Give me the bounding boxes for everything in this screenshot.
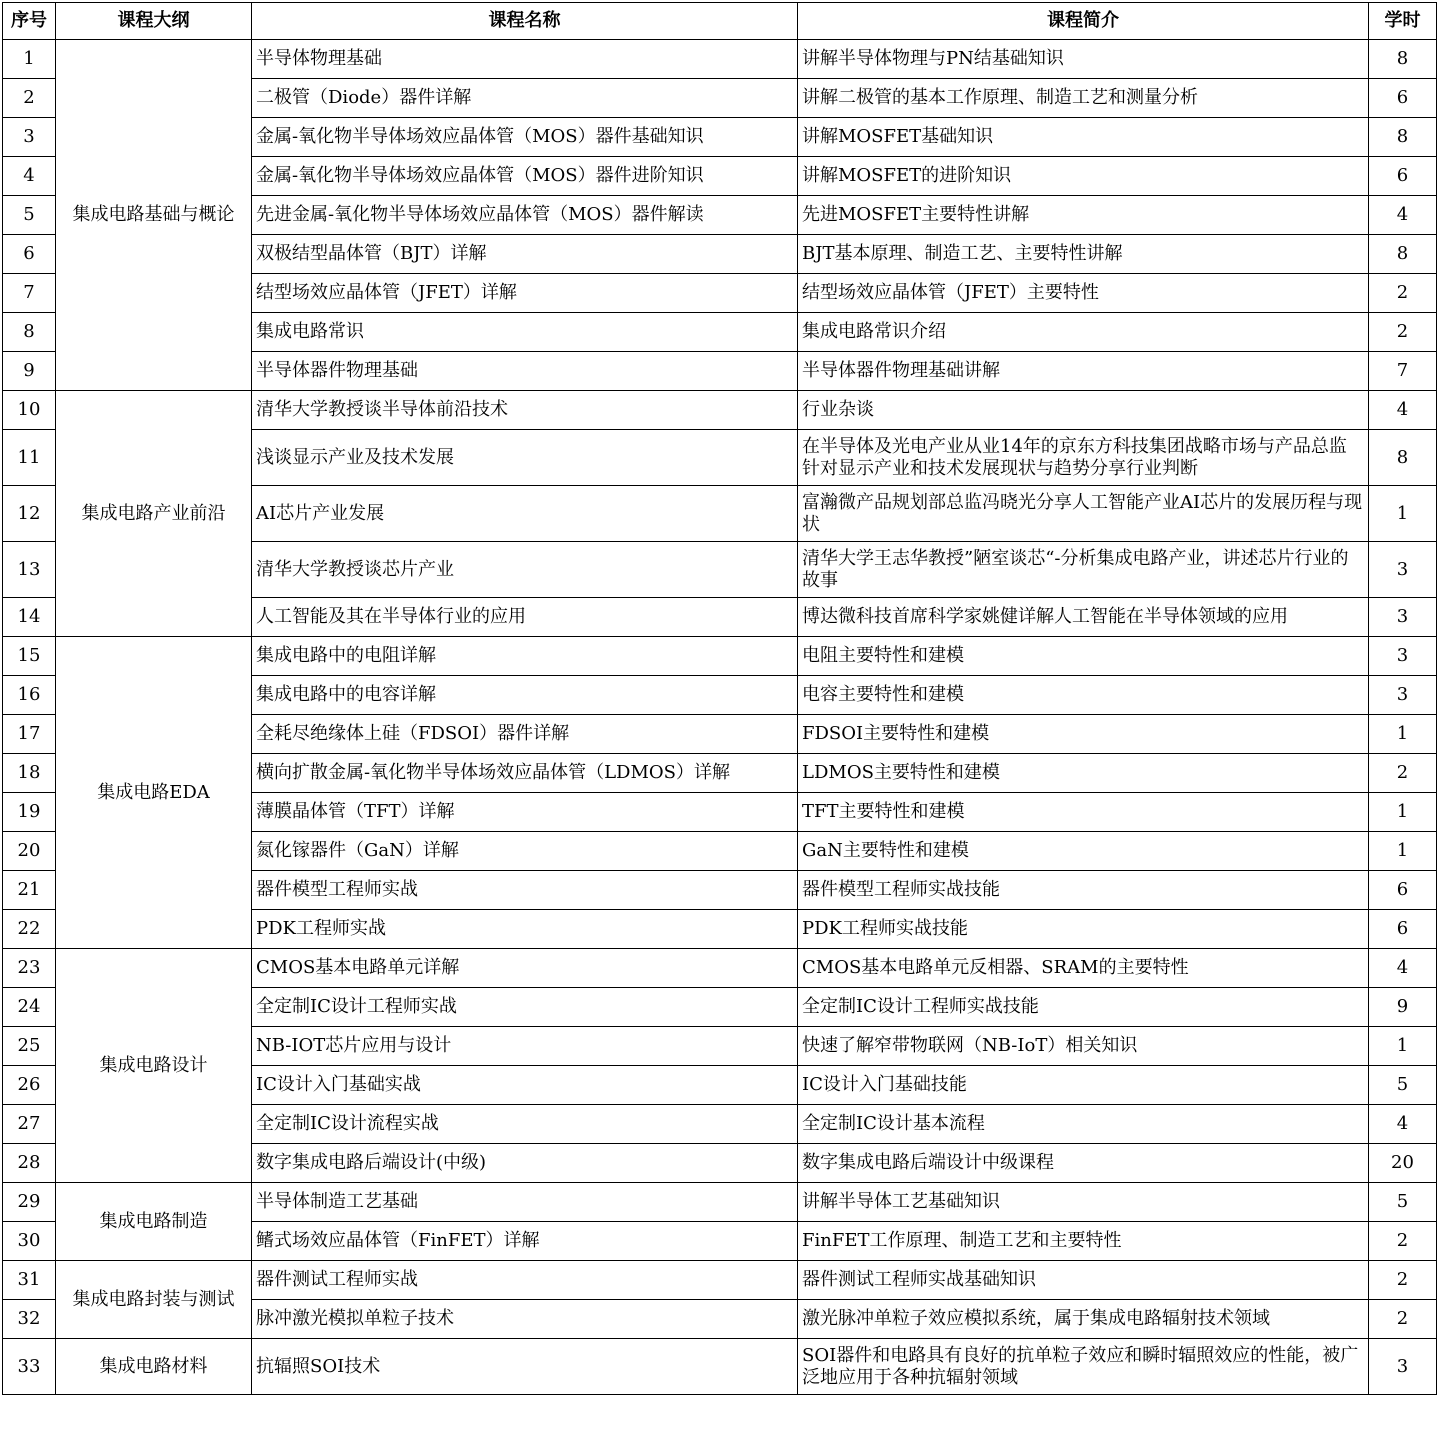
course-intro: SOI器件和电路具有良好的抗单粒子效应和瞬时辐照效应的性能，被广泛地应用于各种抗辐射领域 — [798, 1339, 1369, 1395]
course-hours: 9 — [1369, 988, 1437, 1027]
course-name: 鳍式场效应晶体管（FinFET）详解 — [252, 1222, 798, 1261]
course-outline-cell: 集成电路材料 — [56, 1339, 252, 1395]
course-name: CMOS基本电路单元详解 — [252, 949, 798, 988]
course-name: 集成电路中的电阻详解 — [252, 637, 798, 676]
course-number: 26 — [3, 1066, 56, 1105]
header-hours: 学时 — [1369, 3, 1437, 40]
course-hours: 1 — [1369, 486, 1437, 542]
course-hours: 3 — [1369, 1339, 1437, 1395]
course-hours: 2 — [1369, 274, 1437, 313]
course-hours: 2 — [1369, 1261, 1437, 1300]
course-intro: 行业杂谈 — [798, 391, 1369, 430]
course-intro: TFT主要特性和建模 — [798, 793, 1369, 832]
course-hours: 7 — [1369, 352, 1437, 391]
course-hours: 2 — [1369, 1222, 1437, 1261]
course-intro: 讲解MOSFET的进阶知识 — [798, 157, 1369, 196]
course-number: 2 — [3, 79, 56, 118]
course-intro: 讲解半导体物理与PN结基础知识 — [798, 40, 1369, 79]
header-outline: 课程大纲 — [56, 3, 252, 40]
course-outline-cell: 集成电路制造 — [56, 1183, 252, 1261]
header-row — [3, 3, 1437, 40]
table-row — [3, 40, 1437, 79]
course-hours: 3 — [1369, 542, 1437, 598]
course-name: 横向扩散金属-氧化物半导体场效应晶体管（LDMOS）详解 — [252, 754, 798, 793]
course-hours: 5 — [1369, 1183, 1437, 1222]
table-row — [3, 1183, 1437, 1222]
course-hours: 5 — [1369, 1066, 1437, 1105]
course-number: 14 — [3, 598, 56, 637]
course-hours: 4 — [1369, 391, 1437, 430]
course-name: 集成电路中的电容详解 — [252, 676, 798, 715]
course-name: 浅谈显示产业及技术发展 — [252, 430, 798, 486]
course-outline-cell: 集成电路设计 — [56, 949, 252, 1183]
course-hours: 20 — [1369, 1144, 1437, 1183]
course-intro: 全定制IC设计基本流程 — [798, 1105, 1369, 1144]
course-intro: 器件模型工程师实战技能 — [798, 871, 1369, 910]
course-name: 结型场效应晶体管（JFET）详解 — [252, 274, 798, 313]
course-number: 10 — [3, 391, 56, 430]
course-hours: 3 — [1369, 676, 1437, 715]
course-number: 18 — [3, 754, 56, 793]
course-name: 器件模型工程师实战 — [252, 871, 798, 910]
course-hours: 3 — [1369, 637, 1437, 676]
course-number: 13 — [3, 542, 56, 598]
course-name: 器件测试工程师实战 — [252, 1261, 798, 1300]
course-number: 32 — [3, 1300, 56, 1339]
course-number: 12 — [3, 486, 56, 542]
course-intro: 数字集成电路后端设计中级课程 — [798, 1144, 1369, 1183]
course-hours: 6 — [1369, 871, 1437, 910]
course-number: 11 — [3, 430, 56, 486]
course-number: 5 — [3, 196, 56, 235]
course-name: 清华大学教授谈芯片产业 — [252, 542, 798, 598]
course-intro: 富瀚微产品规划部总监冯晓光分享人工智能产业AI芯片的发展历程与现状 — [798, 486, 1369, 542]
header-intro: 课程简介 — [798, 3, 1369, 40]
course-hours: 6 — [1369, 79, 1437, 118]
course-hours: 1 — [1369, 715, 1437, 754]
course-intro: 在半导体及光电产业从业14年的京东方科技集团战略市场与产品总监针对显示产业和技术发展现状与趋势分享行业判断 — [798, 430, 1369, 486]
course-name: 二极管（Diode）器件详解 — [252, 79, 798, 118]
course-intro: FDSOI主要特性和建模 — [798, 715, 1369, 754]
course-name: 数字集成电路后端设计(中级) — [252, 1144, 798, 1183]
course-intro: 讲解半导体工艺基础知识 — [798, 1183, 1369, 1222]
course-intro: 博达微科技首席科学家姚健详解人工智能在半导体领域的应用 — [798, 598, 1369, 637]
course-number: 25 — [3, 1027, 56, 1066]
course-hours: 8 — [1369, 430, 1437, 486]
course-number: 8 — [3, 313, 56, 352]
course-name: 抗辐照SOI技术 — [252, 1339, 798, 1395]
course-hours: 8 — [1369, 235, 1437, 274]
course-intro: FinFET工作原理、制造工艺和主要特性 — [798, 1222, 1369, 1261]
course-table — [2, 2, 1437, 1395]
course-number: 29 — [3, 1183, 56, 1222]
course-number: 16 — [3, 676, 56, 715]
course-intro: 先进MOSFET主要特性讲解 — [798, 196, 1369, 235]
course-name: 全定制IC设计流程实战 — [252, 1105, 798, 1144]
table-row — [3, 1339, 1437, 1395]
table-row — [3, 391, 1437, 430]
course-number: 30 — [3, 1222, 56, 1261]
course-intro: BJT基本原理、制造工艺、主要特性讲解 — [798, 235, 1369, 274]
course-intro: 电阻主要特性和建模 — [798, 637, 1369, 676]
course-number: 17 — [3, 715, 56, 754]
course-name: 全耗尽绝缘体上硅（FDSOI）器件详解 — [252, 715, 798, 754]
course-number: 1 — [3, 40, 56, 79]
course-intro: 电容主要特性和建模 — [798, 676, 1369, 715]
course-number: 6 — [3, 235, 56, 274]
course-number: 22 — [3, 910, 56, 949]
course-number: 9 — [3, 352, 56, 391]
course-name: AI芯片产业发展 — [252, 486, 798, 542]
course-hours: 2 — [1369, 313, 1437, 352]
course-intro: 结型场效应晶体管（JFET）主要特性 — [798, 274, 1369, 313]
course-hours: 3 — [1369, 598, 1437, 637]
course-name: 全定制IC设计工程师实战 — [252, 988, 798, 1027]
table-row — [3, 1261, 1437, 1300]
course-hours: 2 — [1369, 1300, 1437, 1339]
course-intro: 快速了解窄带物联网（NB-IoT）相关知识 — [798, 1027, 1369, 1066]
course-name: 氮化镓器件（GaN）详解 — [252, 832, 798, 871]
course-name: IC设计入门基础实战 — [252, 1066, 798, 1105]
course-number: 19 — [3, 793, 56, 832]
course-number: 28 — [3, 1144, 56, 1183]
course-name: 薄膜晶体管（TFT）详解 — [252, 793, 798, 832]
course-intro: 讲解二极管的基本工作原理、制造工艺和测量分析 — [798, 79, 1369, 118]
course-hours: 6 — [1369, 157, 1437, 196]
course-outline-cell: 集成电路EDA — [56, 637, 252, 949]
course-hours: 4 — [1369, 196, 1437, 235]
course-name: NB-IOT芯片应用与设计 — [252, 1027, 798, 1066]
course-hours: 1 — [1369, 832, 1437, 871]
course-name: 集成电路常识 — [252, 313, 798, 352]
course-hours: 1 — [1369, 793, 1437, 832]
course-intro: 讲解MOSFET基础知识 — [798, 118, 1369, 157]
course-name: 半导体器件物理基础 — [252, 352, 798, 391]
course-name: 金属-氧化物半导体场效应晶体管（MOS）器件进阶知识 — [252, 157, 798, 196]
course-intro: 清华大学王志华教授”陋室谈芯“-分析集成电路产业，讲述芯片行业的故事 — [798, 542, 1369, 598]
course-intro: PDK工程师实战技能 — [798, 910, 1369, 949]
course-hours: 1 — [1369, 1027, 1437, 1066]
header-num: 序号 — [3, 3, 56, 40]
course-number: 31 — [3, 1261, 56, 1300]
course-hours: 6 — [1369, 910, 1437, 949]
course-hours: 2 — [1369, 754, 1437, 793]
course-number: 24 — [3, 988, 56, 1027]
course-number: 33 — [3, 1339, 56, 1395]
course-hours: 8 — [1369, 40, 1437, 79]
course-hours: 8 — [1369, 118, 1437, 157]
course-hours: 4 — [1369, 949, 1437, 988]
course-name: 脉冲激光模拟单粒子技术 — [252, 1300, 798, 1339]
course-hours: 4 — [1369, 1105, 1437, 1144]
course-intro: 半导体器件物理基础讲解 — [798, 352, 1369, 391]
table-row — [3, 637, 1437, 676]
course-intro: 器件测试工程师实战基础知识 — [798, 1261, 1369, 1300]
course-number: 7 — [3, 274, 56, 313]
table-row — [3, 949, 1437, 988]
course-name: 半导体物理基础 — [252, 40, 798, 79]
course-name: 人工智能及其在半导体行业的应用 — [252, 598, 798, 637]
course-intro: 集成电路常识介绍 — [798, 313, 1369, 352]
course-intro: 全定制IC设计工程师实战技能 — [798, 988, 1369, 1027]
course-outline-cell: 集成电路封装与测试 — [56, 1261, 252, 1339]
course-number: 3 — [3, 118, 56, 157]
course-name: 双极结型晶体管（BJT）详解 — [252, 235, 798, 274]
course-intro: CMOS基本电路单元反相器、SRAM的主要特性 — [798, 949, 1369, 988]
course-name: 半导体制造工艺基础 — [252, 1183, 798, 1222]
table-body — [3, 40, 1437, 1395]
course-outline-cell: 集成电路基础与概论 — [56, 40, 252, 391]
course-number: 20 — [3, 832, 56, 871]
course-name: 金属-氧化物半导体场效应晶体管（MOS）器件基础知识 — [252, 118, 798, 157]
course-number: 21 — [3, 871, 56, 910]
course-number: 23 — [3, 949, 56, 988]
course-number: 27 — [3, 1105, 56, 1144]
course-intro: GaN主要特性和建模 — [798, 832, 1369, 871]
course-outline-cell: 集成电路产业前沿 — [56, 391, 252, 637]
header-name: 课程名称 — [252, 3, 798, 40]
course-name: PDK工程师实战 — [252, 910, 798, 949]
course-number: 4 — [3, 157, 56, 196]
course-name: 清华大学教授谈半导体前沿技术 — [252, 391, 798, 430]
course-intro: 激光脉冲单粒子效应模拟系统，属于集成电路辐射技术领域 — [798, 1300, 1369, 1339]
course-number: 15 — [3, 637, 56, 676]
course-intro: IC设计入门基础技能 — [798, 1066, 1369, 1105]
course-name: 先进金属-氧化物半导体场效应晶体管（MOS）器件解读 — [252, 196, 798, 235]
course-intro: LDMOS主要特性和建模 — [798, 754, 1369, 793]
